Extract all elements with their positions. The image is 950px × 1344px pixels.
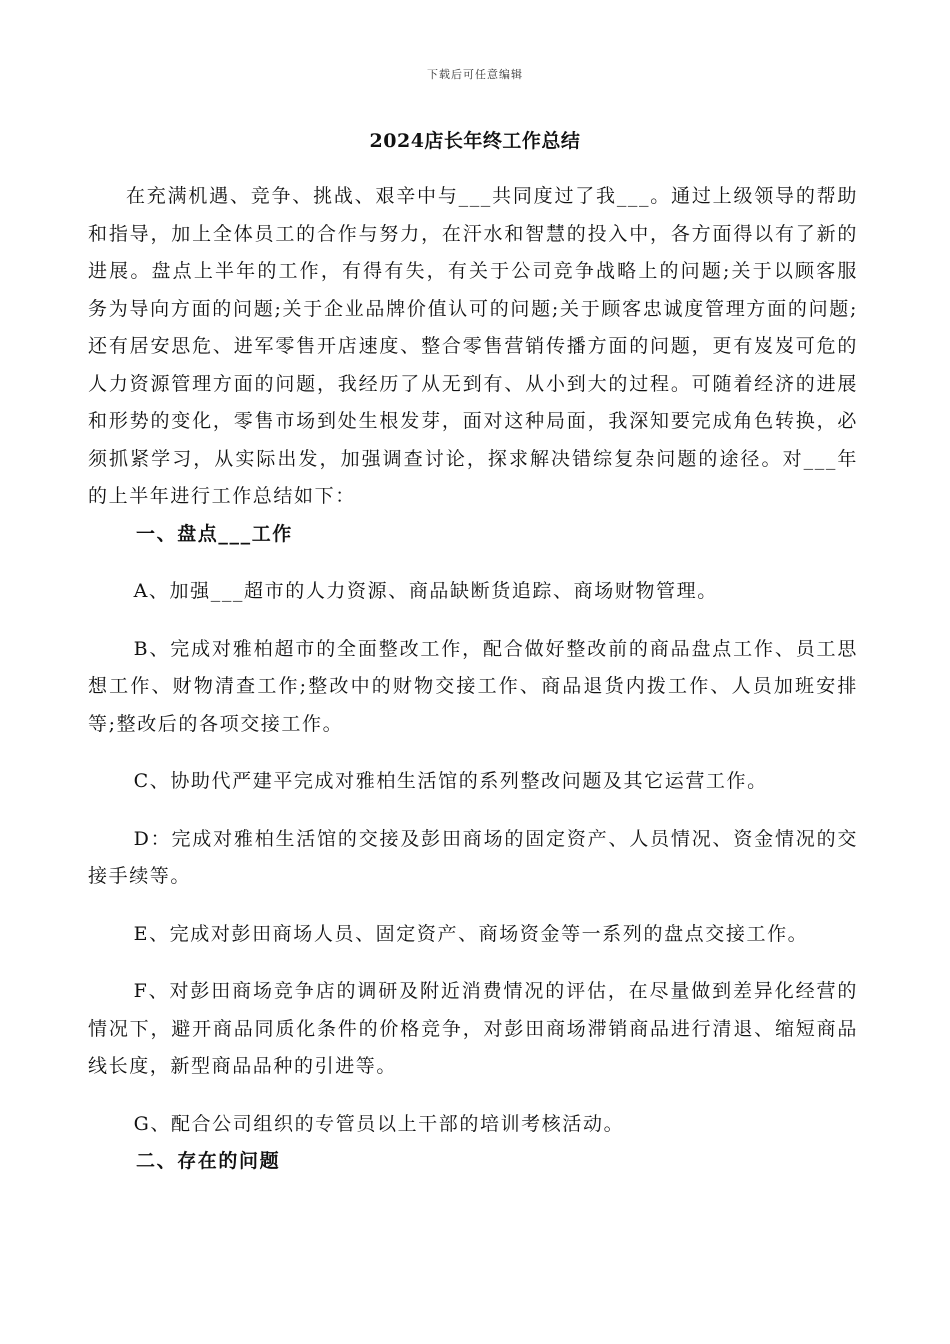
- list-item-e: E、完成对彭田商场人员、固定资产、商场资金等一系列的盘点交接工作。: [133, 922, 809, 945]
- header-note: 下载后可任意编辑: [427, 68, 523, 81]
- list-item-c: C、协助代严建平完成对雅柏生活馆的系列整改问题及其它运营工作。: [133, 770, 768, 792]
- list-item-g: G、配合公司组织的专管员以上干部的培训考核活动。: [133, 1112, 625, 1135]
- section-heading-2: 二、存在的问题: [136, 1150, 281, 1172]
- list-item-d: D：完成对雅柏生活馆的交接及彭田商场的固定资产、人员情况、资金情况的交接手续等。: [88, 827, 858, 887]
- intro-paragraph: 在充满机遇、竞争、挑战、艰辛中与___共同度过了我___。通过上级领导的帮助和指导，加上全体员工的合作与努力，在汗水和智慧的投入中，各方面得以有了新的进展。盘点上半年的工作，有得有失，有关于公司竞争战略上的问题;关于以顾客服务为导向方面的问题;关于企业品牌价值认可的问题;关于顾客忠诚度管理方面的问题;还有居安思危、进军零售开店速度、整合零售营销传播方面的问题，更有岌岌可危的人力资源管理方面的问题，我经历了从无到有、从小到大的过程。可随着经济的进展和形势的变化，零售市场到处生根发芽，面对这种局面，我深知要完成角色转换，必须抓紧学习，从实际出发，加强调查讨论，探求解决错综复杂问题的途径。对___年的上半年进行工作总结如下：: [88, 185, 858, 507]
- list-item-f: F、对彭田商场竞争店的调研及附近消费情况的评估，在尽量做到差异化经营的情况下，避开商品同质化条件的价格竞争，对彭田商场滞销商品进行清退、缩短商品线长度，新型商品品种的引进等。: [88, 980, 858, 1077]
- document-body: [88, 178, 858, 1181]
- list-item-b: B、完成对雅柏超市的全面整改工作，配合做好整改前的商品盘点工作、员工思想工作、财物清查工作;整改中的财物交接工作、商品退货内拨工作、人员加班安排等;整改后的各项交接工作。: [88, 637, 858, 735]
- list-item-a: A、加强___超市的人力资源、商品缺断货追踪、商场财物管理。: [133, 580, 718, 602]
- document-title: 2024店长年终工作总结: [369, 130, 581, 152]
- section-heading-1: 一、盘点___工作: [136, 522, 293, 545]
